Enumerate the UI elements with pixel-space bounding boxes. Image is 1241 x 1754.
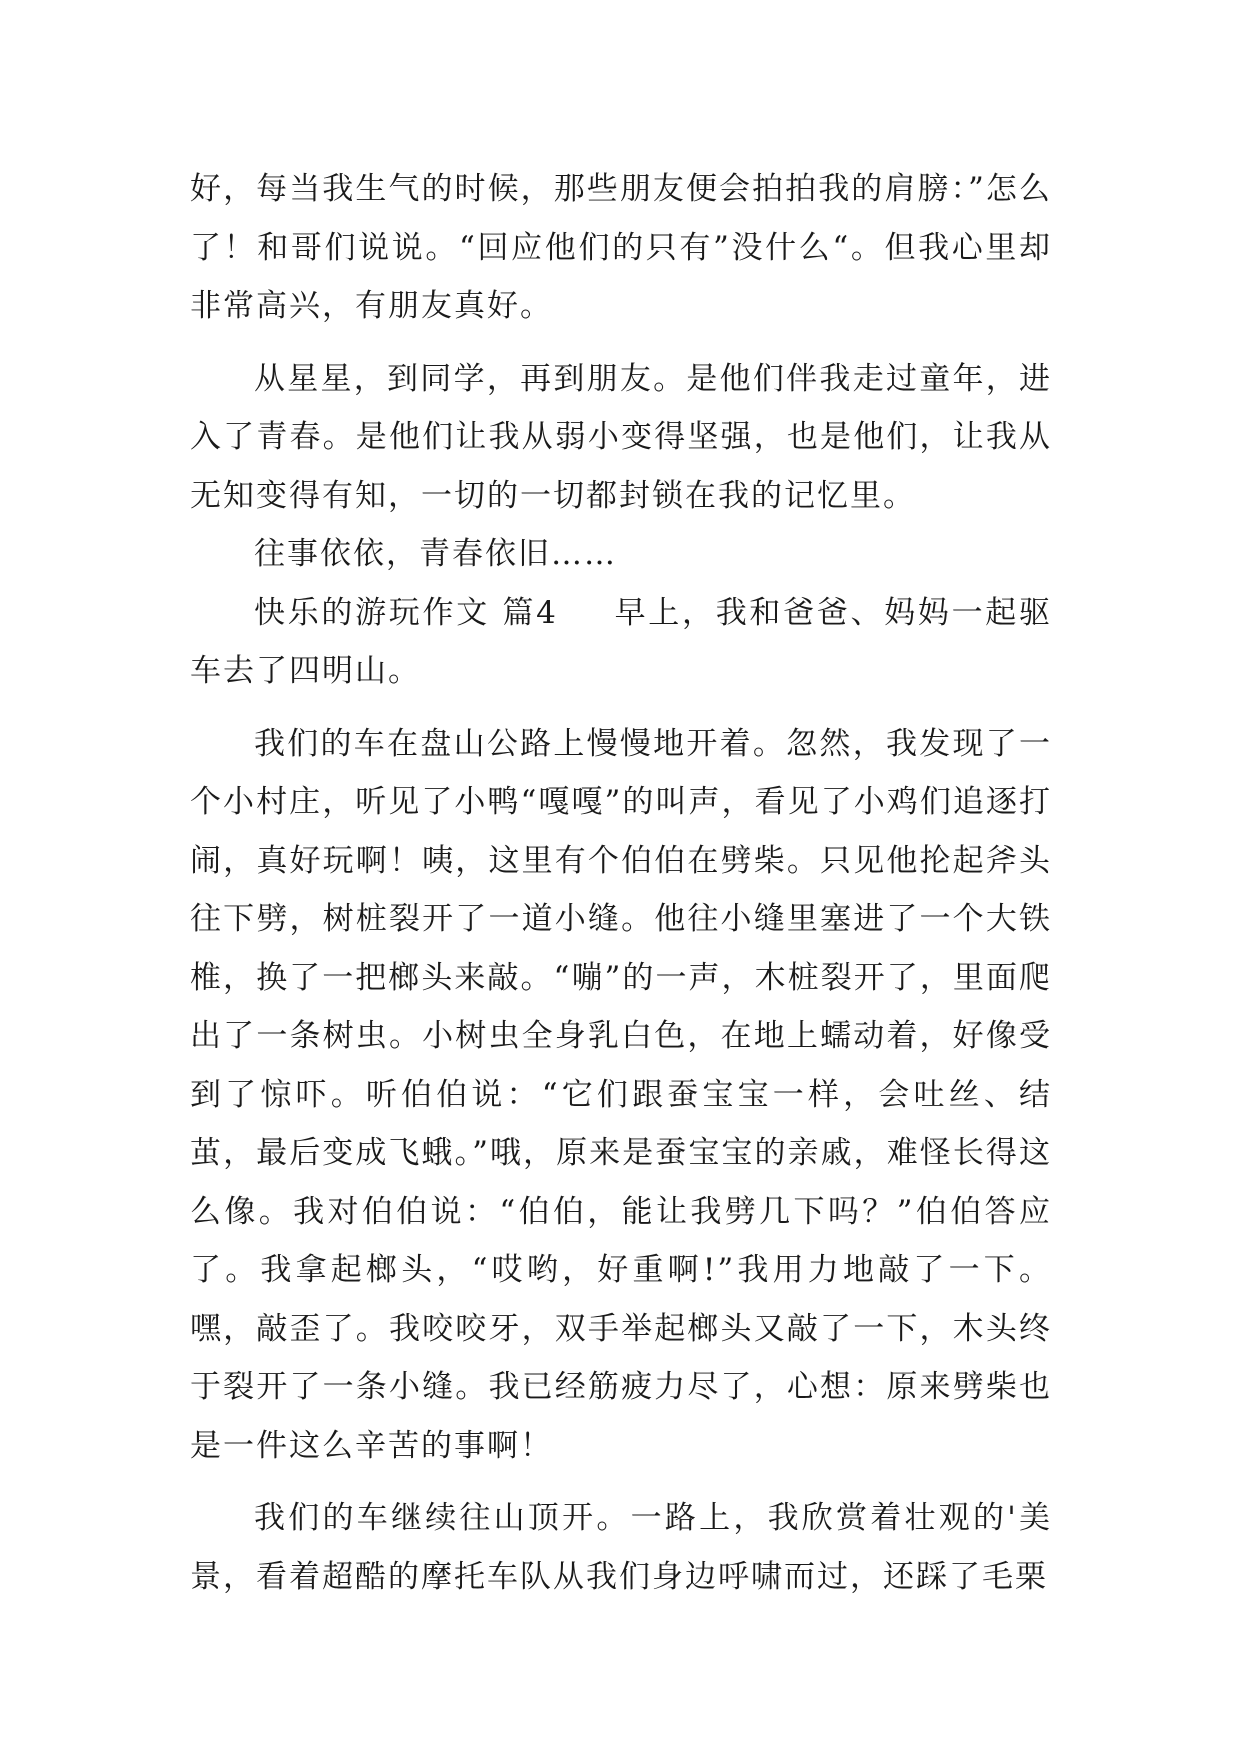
paragraph-5: 我们的车在盘山公路上慢慢地开着。忽然，我发现了一个小村庄，听见了小鸭“嘎嘎”的叫声，看见了小鸡们追逐打闹，真好玩啊！咦，这里有个伯伯在劈柴。只见他抡起斧头往下劈，树桩裂开了一道小缝。他往小缝里塞进了一个大铁椎，换了一把榔头来敲。“嘣”的一声，木桩裂开了，里面爬出了一条树虫。小树虫全身乳白色，在地上蠕动着，好像受到了惊吓。听伯伯说：“它们跟蚕宝宝一样，会吐丝、结茧，最后变成飞蛾。”哦，原来是蚕宝宝的亲戚，难怪长得这么像。我对伯伯说：“伯伯，能让我劈几下吗？”伯伯答应了。我拿起榔头，“哎哟，好重啊!”我用力地敲了一下。嘿，敲歪了。我咬咬牙，双手举起榔头又敲了一下，木头终于裂开了一条小缝。我已经筋疲力尽了，心想：原来劈柴也是一件这么辛苦的事啊！ bbox=[190, 725, 1052, 1464]
paragraph-1: 好，每当我生气的时候，那些朋友便会拍拍我的肩膀：”怎么了！和哥们说说。“回应他们的只有”没什么“。但我心里却非常高兴，有朋友真好。 bbox=[190, 171, 1052, 324]
paragraph-3: 往事依依，青春依旧…… bbox=[254, 536, 617, 572]
document-body bbox=[190, 160, 1052, 1606]
paragraph-4 bbox=[190, 584, 1052, 701]
paragraph-6: 我们的车继续往山顶开。一路上，我欣赏着壮观的'美景，看着超酷的摩托车队从我们身边呼啸而过，还踩了毛栗 bbox=[190, 1500, 1052, 1595]
section-heading: 快乐的游玩作文 篇4 bbox=[254, 594, 558, 631]
paragraph-2: 从星星，到同学，再到朋友。是他们伴我走过童年，进入了青春。是他们让我从弱小变得坚强，也是他们，让我从无知变得有知，一切的一切都封锁在我的记忆里。 bbox=[190, 360, 1052, 514]
paragraph-4-text: 早上，我和爸爸、妈妈一起驱车去了四明山。 bbox=[190, 594, 1053, 689]
